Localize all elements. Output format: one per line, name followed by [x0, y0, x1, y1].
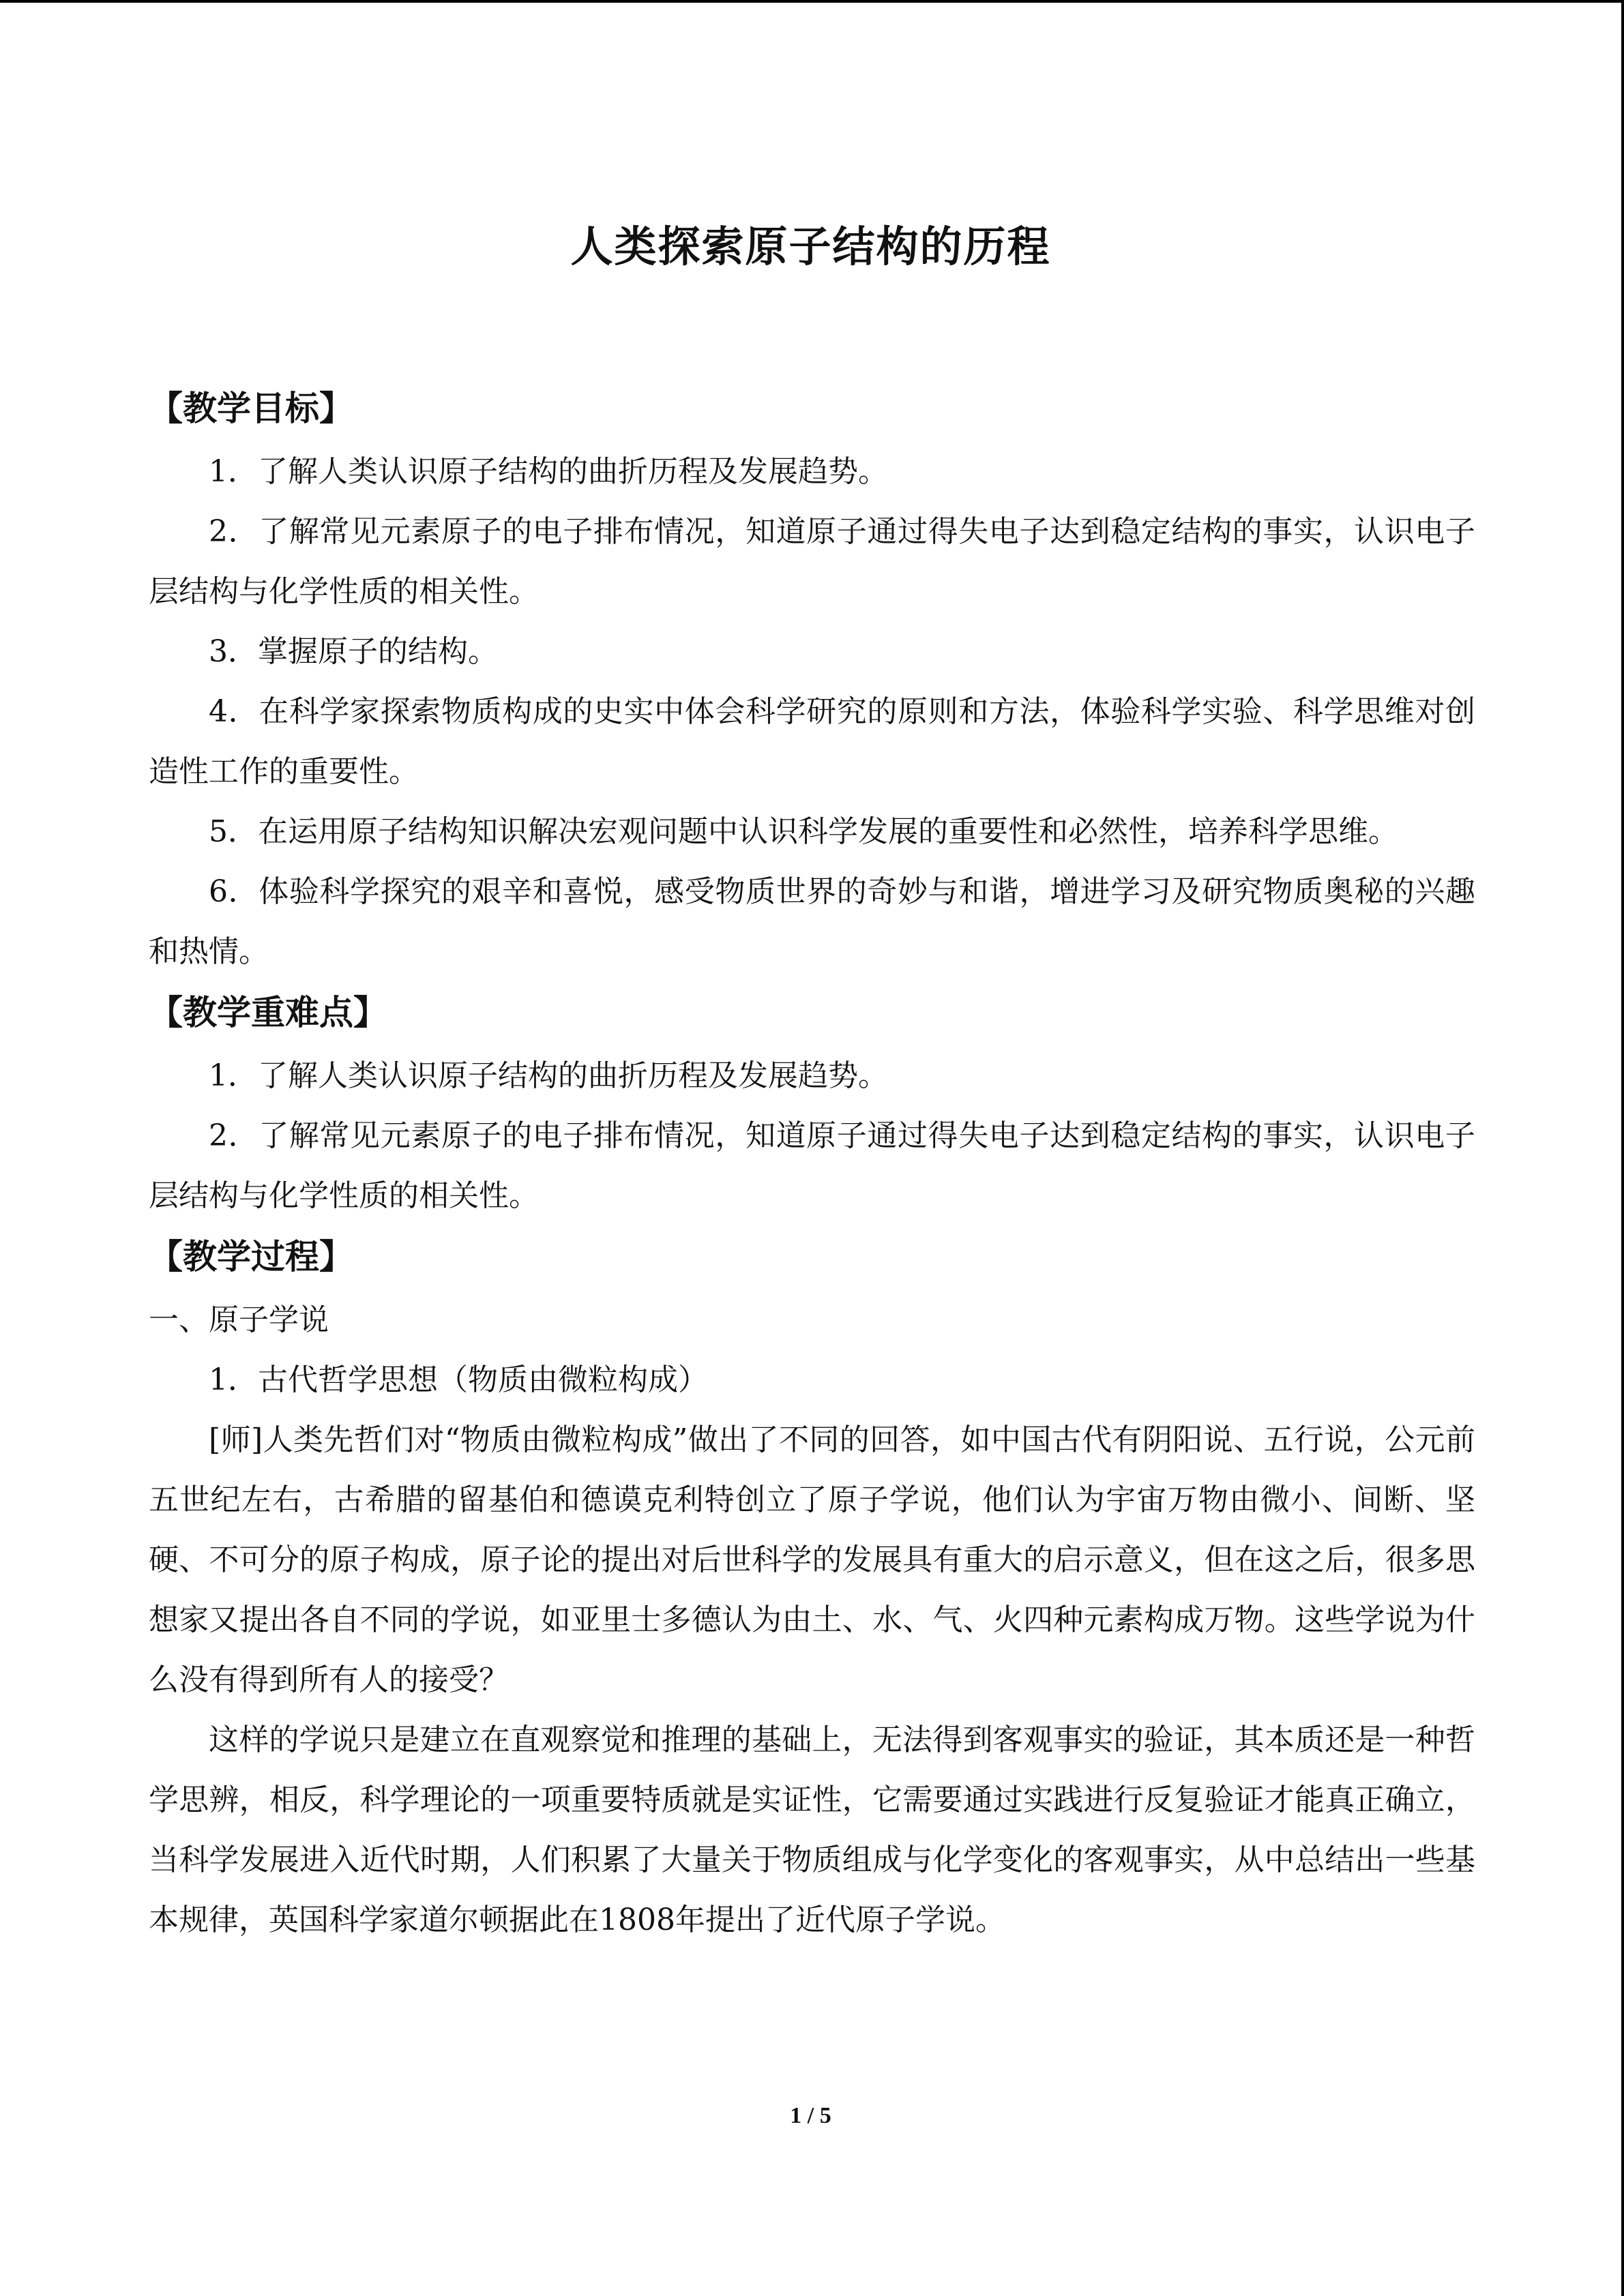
objective-item-5: 5．在运用原子结构知识解决宏观问题中认识科学发展的重要性和必然性，培养科学思维。	[209, 814, 1398, 849]
section-heading-process: 【教学过程】	[149, 1237, 353, 1277]
objective-item-6: 6．体验科学探究的艰辛和喜悦，感受物质世界的奇妙与和谐，增进学习及研究物质奥秘的兴趣和热情。	[149, 874, 1475, 969]
section-heading-objectives: 【教学目标】	[149, 389, 353, 428]
key-point-item-1: 1．了解人类认识原子结构的曲折历程及发展趋势。	[209, 1058, 888, 1093]
objective-item-2: 2．了解常见元素原子的电子排布情况，知道原子通过得失电子达到稳定结构的事实，认识电子层结构与化学性质的相关性。	[149, 514, 1475, 609]
document-title: 人类探索原子结构的历程	[570, 222, 1051, 271]
process-item-title: 1．古代哲学思想（物质由微粒构成）	[209, 1362, 708, 1397]
document-body	[149, 378, 1475, 1950]
process-subheading: 一、原子学说	[149, 1302, 329, 1337]
objective-item-1: 1．了解人类认识原子结构的曲折历程及发展趋势。	[209, 454, 888, 489]
process-paragraph-2: 这样的学说只是建立在直观察觉和推理的基础上，无法得到客观事实的验证，其本质还是一种哲学思辨，相反，科学理论的一项重要特质就是实证性，它需要通过实践进行反复验证才能真正确立，当科学发展进入近代时期，人们积累了大量关于物质组成与化学变化的客观事实，从中总结出一些基本规律，英国科学家道尔顿据此在1808年提出了近代原子学说。	[149, 1723, 1475, 1937]
objective-item-3: 3．掌握原子的结构。	[209, 634, 498, 669]
section-heading-key-points: 【教学重难点】	[149, 993, 387, 1032]
page-number: 1 / 5	[790, 2103, 831, 2128]
objective-item-4: 4．在科学家探索物质构成的史实中体会科学研究的原则和方法，体验科学实验、科学思维对创造性工作的重要性。	[149, 694, 1475, 789]
process-paragraph-1: [师]人类先哲们对“物质由微粒构成”做出了不同的回答，如中国古代有阴阳说、五行说，公元前五世纪左右，古希腊的留基伯和德谟克利特创立了原子学说，他们认为宇宙万物由微小、间断、坚硬、不可分的原子构成，原子论的提出对后世科学的发展具有重大的启示意义，但在这之后，很多思想家又提出各自不同的学说，如亚里士多德认为由土、水、气、火四种元素构成万物。这些学说为什么没有得到所有人的接受？	[149, 1422, 1475, 1697]
key-point-item-2: 2．了解常见元素原子的电子排布情况，知道原子通过得失电子达到稳定结构的事实，认识电子层结构与化学性质的相关性。	[149, 1118, 1475, 1213]
